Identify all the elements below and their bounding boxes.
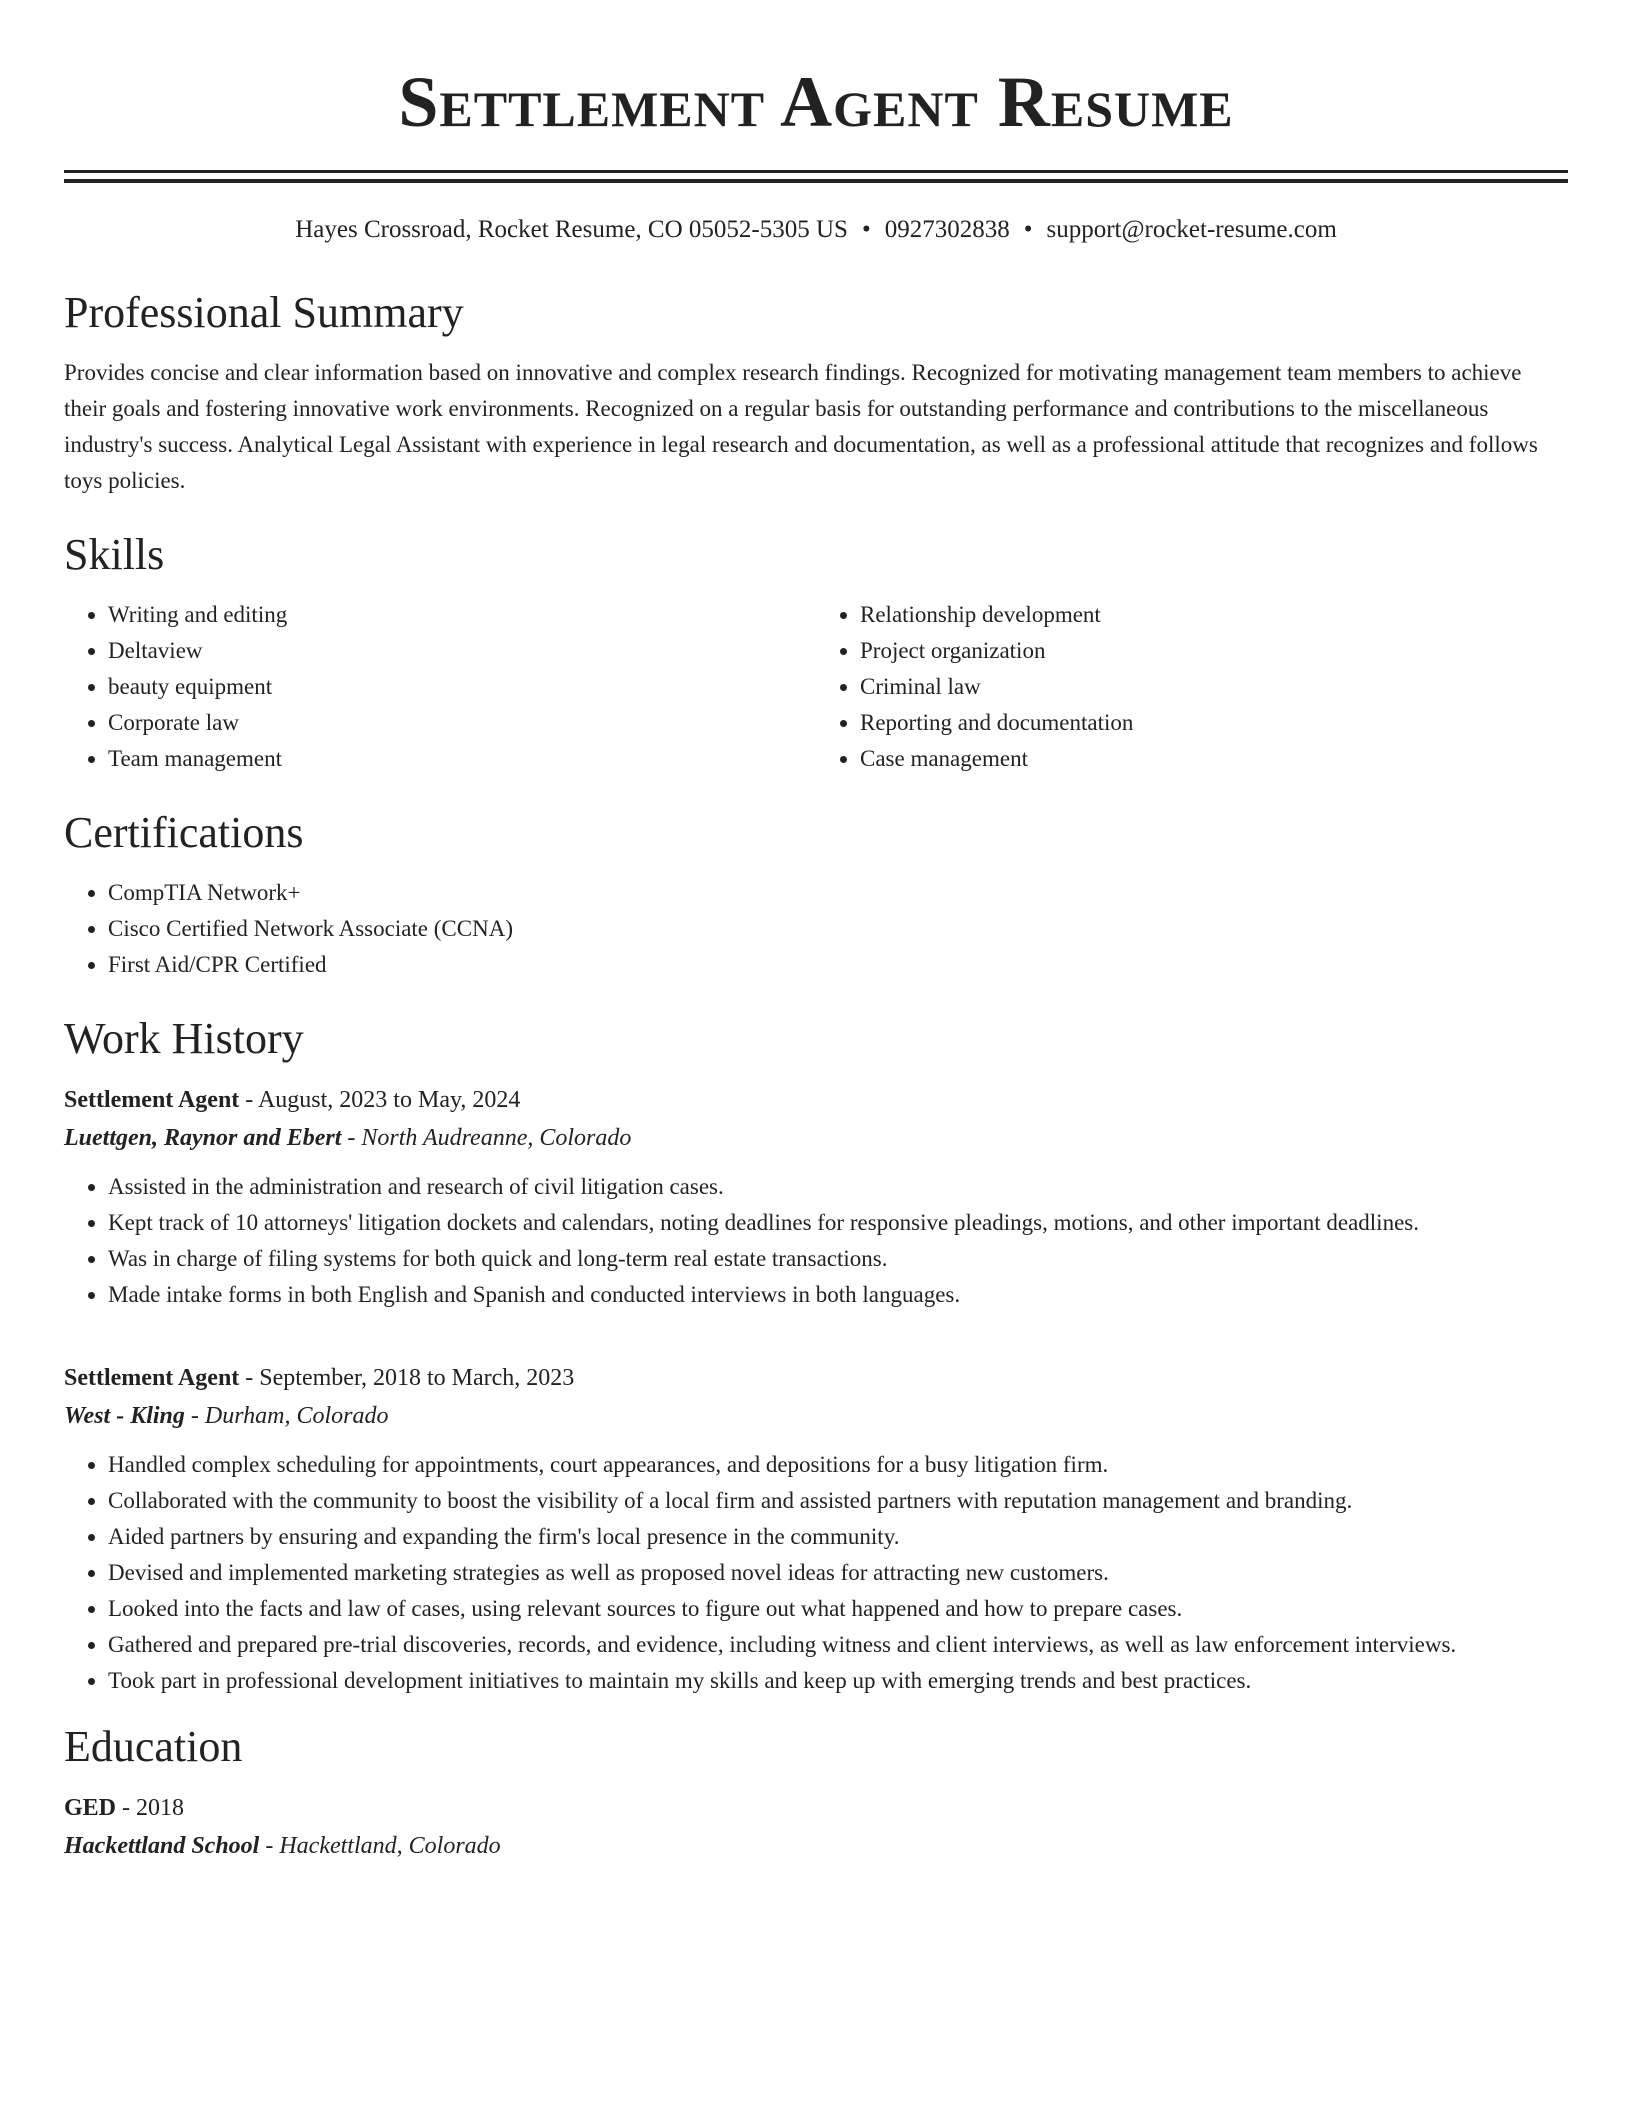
job-dash: -	[239, 1087, 258, 1113]
job-location: North Audreanne, Colorado	[361, 1125, 632, 1151]
summary-section	[64, 285, 1568, 499]
job-bullets	[64, 1447, 1568, 1699]
job-bullet: • Was in charge of filing systems for both quick and long-term real estate transactions.	[108, 1241, 1568, 1277]
education-degree-line	[64, 1789, 1568, 1827]
job-dates: August, 2023 to May, 2024	[257, 1087, 521, 1113]
job-title-line	[64, 1081, 1568, 1119]
title-divider-thin	[64, 170, 1568, 173]
job-location: Durham, Colorado	[204, 1403, 389, 1429]
summary-heading: Professional Summary	[64, 288, 464, 337]
education-dash: -	[259, 1833, 280, 1859]
skills-list-left	[64, 597, 816, 777]
skill-item: • Deltaview	[108, 633, 816, 669]
education-school-line	[64, 1827, 1568, 1865]
skills-section	[64, 527, 1568, 777]
job-company-line	[64, 1397, 1568, 1435]
work-history-heading: Work History	[64, 1014, 304, 1063]
job-bullet: • Looked into the facts and law of cases, using relevant sources to figure out what happened and how to prepare cases.	[108, 1591, 1568, 1627]
education-school: Hackettland School	[64, 1833, 260, 1859]
title-divider-thick	[64, 179, 1568, 183]
job-bullet: • Aided partners by ensuring and expanding the firm's local presence in the community.	[108, 1519, 1568, 1555]
education-section	[64, 1719, 1568, 1865]
education-location: Hackettland, Colorado	[279, 1833, 501, 1859]
skill-item: • Writing and editing	[108, 597, 816, 633]
certification-item: • Cisco Certified Network Associate (CCNA)	[108, 911, 1568, 947]
education-heading: Education	[64, 1722, 243, 1771]
contact-phone: 0927302838	[884, 216, 1010, 243]
job-bullet: • Devised and implemented marketing strategies as well as proposed novel ideas for attracting new customers.	[108, 1555, 1568, 1591]
job-bullet: • Gathered and prepared pre-trial discoveries, records, and evidence, including witness and client interviews, as well as law enforcement interviews.	[108, 1627, 1568, 1663]
job-entry	[64, 1359, 1568, 1699]
job-dash: -	[184, 1403, 205, 1429]
skill-item: • Case management	[860, 741, 1568, 777]
skill-item: • beauty equipment	[108, 669, 816, 705]
job-bullet: • Kept track of 10 attorneys' litigation dockets and calendars, noting deadlines for responsive pleadings, motions, and other important deadlines.	[108, 1205, 1568, 1241]
skill-item: • Relationship development	[860, 597, 1568, 633]
certifications-section	[64, 805, 1568, 983]
skills-heading: Skills	[64, 530, 165, 579]
job-entry	[64, 1081, 1568, 1313]
job-title: Settlement Agent	[64, 1087, 240, 1113]
education-year: 2018	[136, 1795, 185, 1821]
contact-separator: •	[1023, 216, 1033, 243]
summary-text: Provides concise and clear information based on innovative and complex research findings. Recognized for motivating management team members to achieve their goals and fostering innovative work environments. Recognized on a regular basis for outstanding performance and contributions to the miscellaneous industry's success. Analytical Legal Assistant with experience in legal research and documentation, as well as a professional attitude that recognizes and follows toys policies.	[64, 360, 1538, 493]
job-company-line	[64, 1119, 1568, 1157]
skill-item: • Project organization	[860, 633, 1568, 669]
job-dash: -	[239, 1365, 260, 1391]
job-bullet: • Handled complex scheduling for appointments, court appearances, and depositions for a busy litigation firm.	[108, 1447, 1568, 1483]
job-dates: September, 2018 to March, 2023	[259, 1365, 575, 1391]
job-bullets	[64, 1169, 1568, 1313]
job-bullet: • Collaborated with the community to boost the visibility of a local firm and assisted partners with reputation management and branding.	[108, 1483, 1568, 1519]
job-title-line	[64, 1359, 1568, 1397]
contact-address: Hayes Crossroad, Rocket Resume, CO 05052-5305 US	[295, 216, 848, 243]
work-history-section	[64, 1011, 1568, 1699]
education-entry	[64, 1789, 1568, 1865]
job-company: Luettgen, Raynor and Ebert	[64, 1125, 342, 1151]
skill-item: • Corporate law	[108, 705, 816, 741]
skill-item: • Reporting and documentation	[860, 705, 1568, 741]
certification-item: • CompTIA Network+	[108, 875, 1568, 911]
certifications-heading: Certifications	[64, 808, 304, 857]
contact-line	[64, 213, 1568, 247]
certification-item: • First Aid/CPR Certified	[108, 947, 1568, 983]
resume-title: Settlement Agent Resume	[398, 62, 1234, 142]
skill-item: • Criminal law	[860, 669, 1568, 705]
job-bullet: • Took part in professional development initiatives to maintain my skills and keep up with emerging trends and best practices.	[108, 1663, 1568, 1699]
job-bullet: • Assisted in the administration and research of civil litigation cases.	[108, 1169, 1568, 1205]
certifications-list	[64, 875, 1568, 983]
contact-separator: •	[861, 216, 871, 243]
contact-email: support@rocket-resume.com	[1046, 216, 1337, 243]
job-bullet: • Made intake forms in both English and Spanish and conducted interviews in both languages.	[108, 1277, 1568, 1313]
job-title: Settlement Agent	[64, 1365, 240, 1391]
education-dash: -	[116, 1795, 137, 1821]
job-company: West - Kling	[64, 1403, 185, 1429]
skills-list-right	[816, 597, 1568, 777]
job-dash: -	[341, 1125, 362, 1151]
skills-grid	[64, 597, 1568, 777]
skill-item: • Team management	[108, 741, 816, 777]
education-degree: GED	[64, 1795, 117, 1821]
